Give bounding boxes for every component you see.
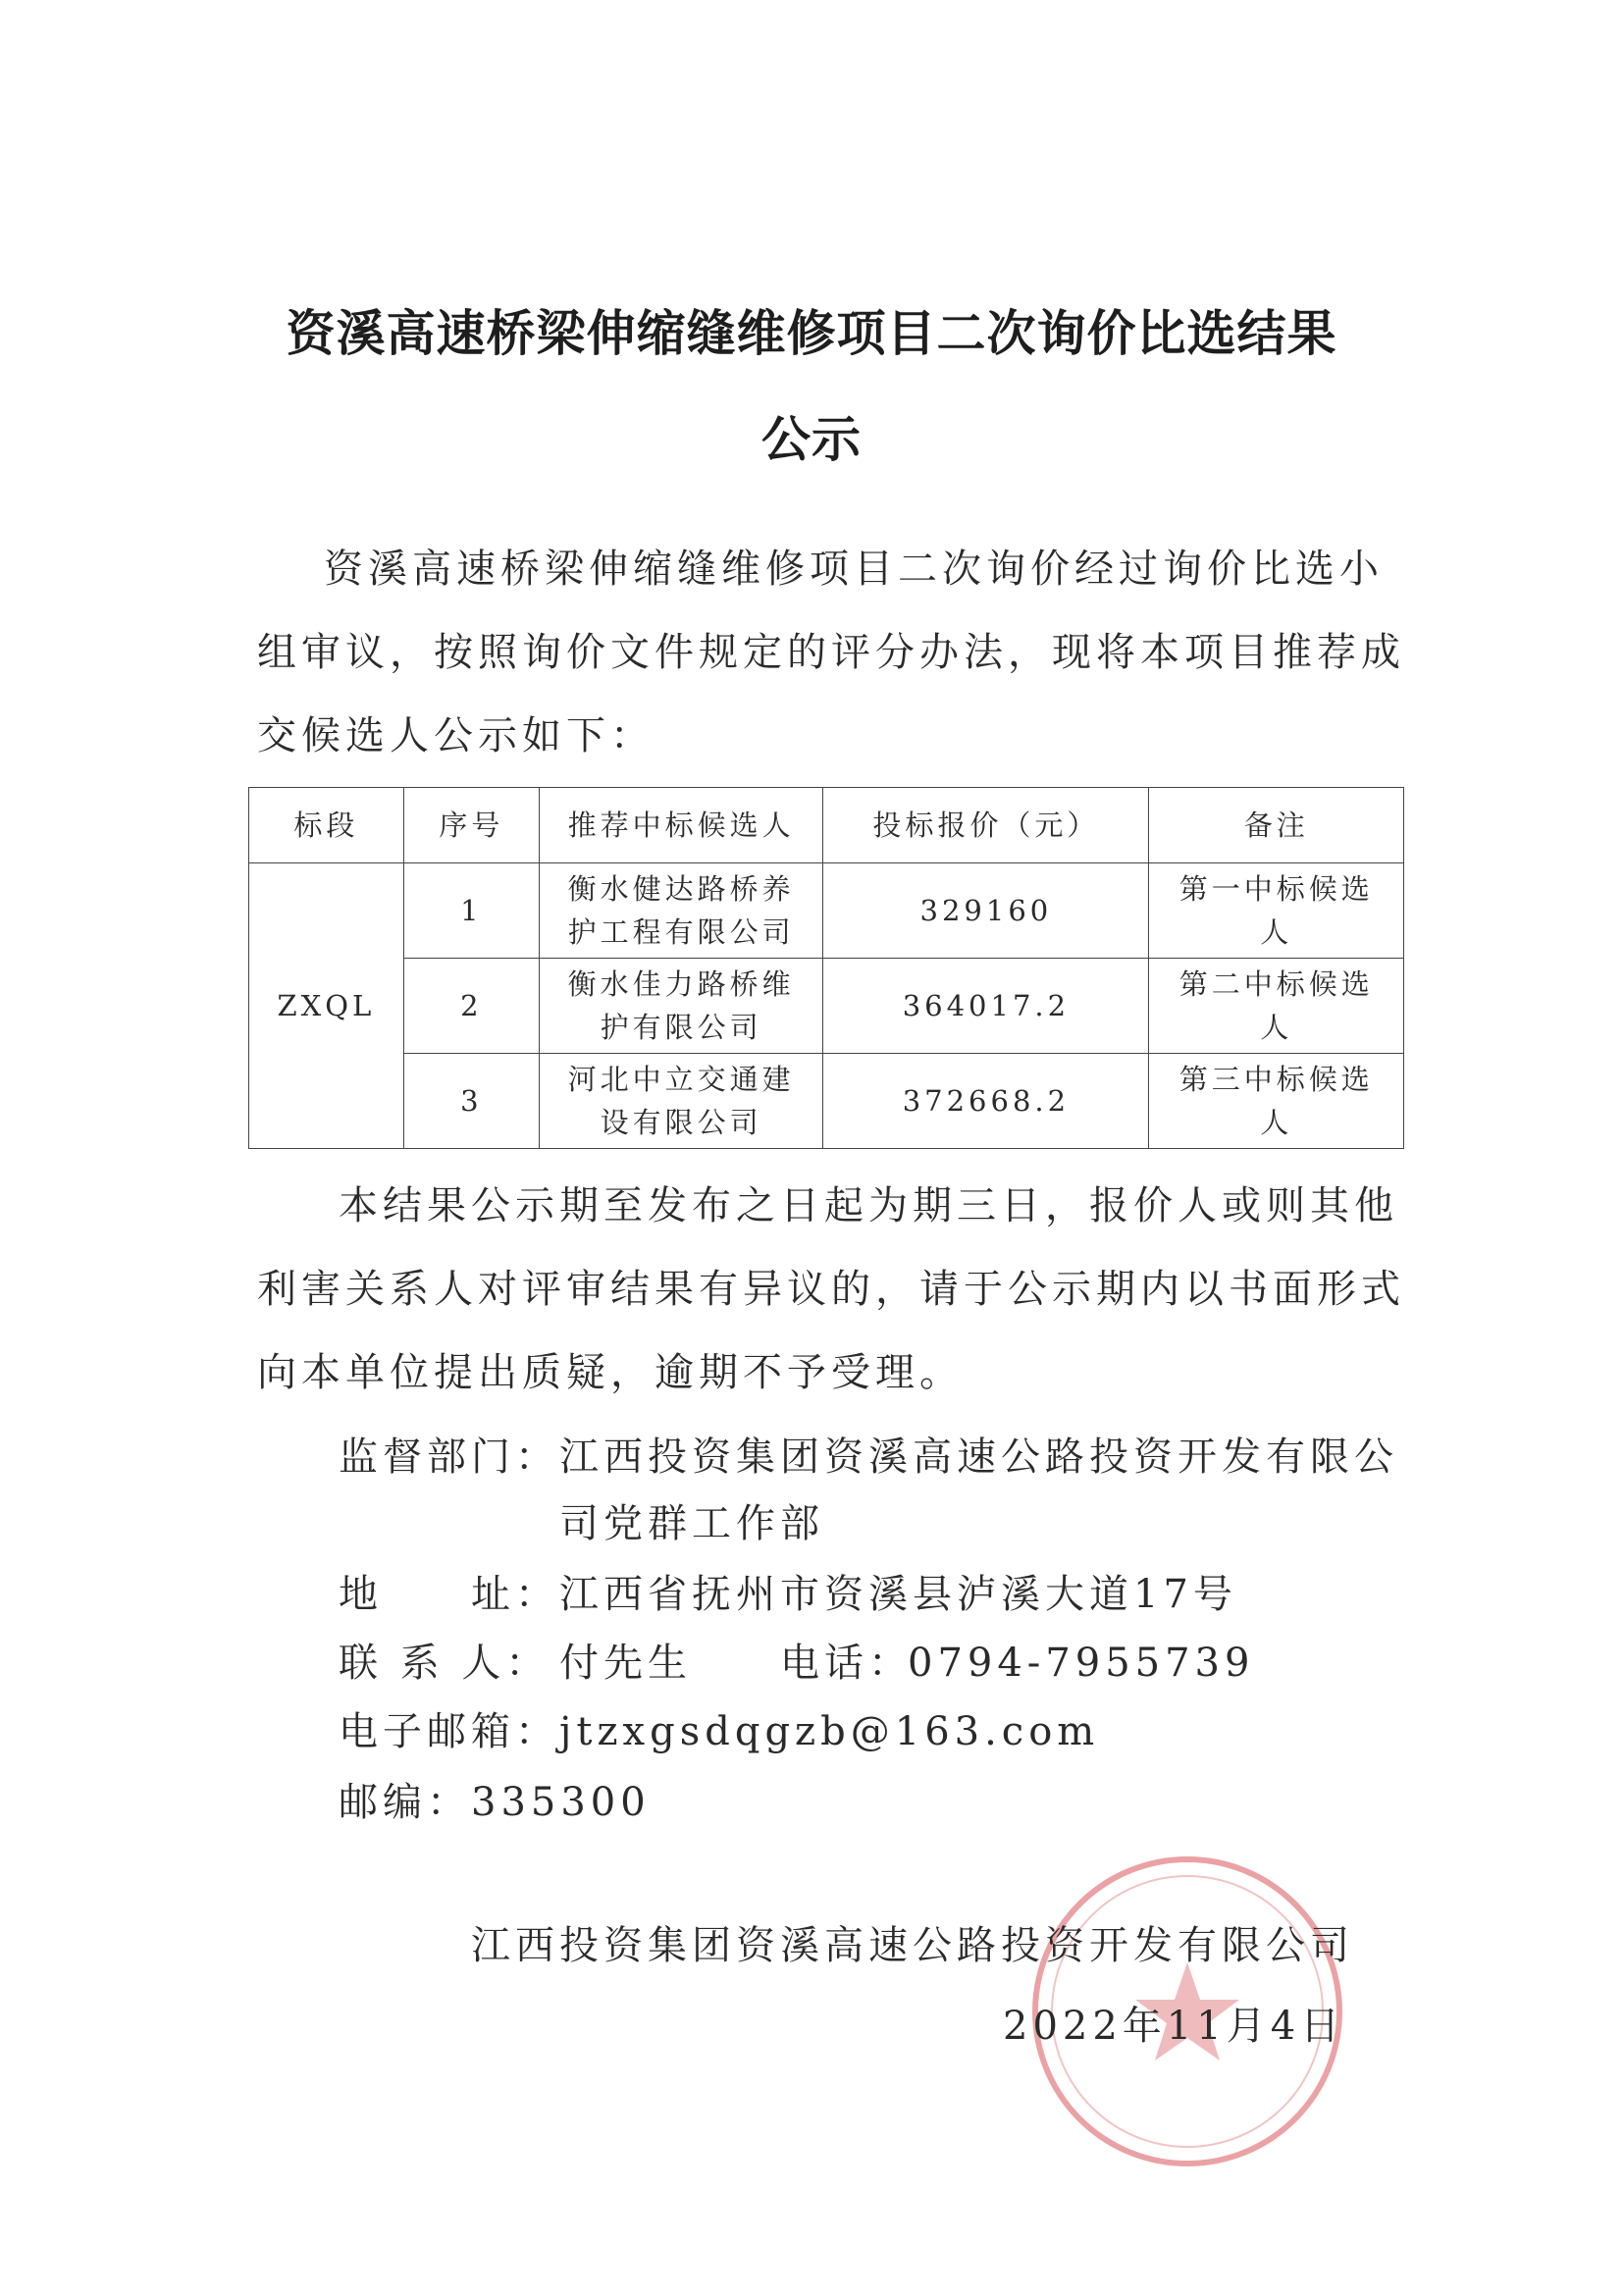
remark-line: 第一中标候选 [1178,872,1374,906]
header-index: 序号 [403,788,539,863]
header-price: 投标报价（元） [823,788,1149,863]
candidate-name-line: 护工程有限公司 [567,915,795,949]
table-header-row [249,788,1404,863]
candidate-name-line: 设有限公司 [600,1106,762,1139]
remark-line: 人 [1260,1106,1293,1139]
candidate-name-line: 衡水健达路桥养 [567,872,795,906]
table-row [249,1054,1404,1149]
email-label: 电子邮箱： [339,1709,559,1754]
supervisor-value-line-2: 司党群工作部 [559,1501,824,1546]
header-candidate: 推荐中标候选人 [540,788,823,863]
notice-line-2: 利害关系人对评审结果有异议的，请于公示期内以书面形式 [257,1267,1405,1312]
candidate-cell [540,863,823,959]
supervisor-label: 监督部门： [339,1435,559,1480]
phone-label: 电话： [780,1641,913,1686]
remark-cell [1149,959,1404,1054]
candidate-name-line: 衡水佳力路桥维 [567,967,795,1001]
index-cell: 3 [403,1054,539,1149]
price-cell: 364017.2 [823,959,1149,1054]
header-section: 标段 [249,788,404,863]
phone-value: 0794-7955739 [908,1641,1255,1686]
address-value: 江西省抚州市资溪县泸溪大道17号 [559,1572,1237,1617]
price-cell: 372668.2 [823,1054,1149,1149]
index-cell: 1 [403,863,539,959]
signature-organization: 江西投资集团资溪高速公路投资开发有限公司 [471,1923,1354,1968]
candidate-name-line: 护有限公司 [600,1011,762,1044]
remark-line: 人 [1260,915,1293,949]
email-value: jtzxgsdqgzb@163.com [559,1709,1100,1754]
notice-line-1: 本结果公示期至发布之日起为期三日，报价人或则其他 [339,1183,1398,1228]
postcode-value: 335300 [471,1780,651,1825]
intro-line-3: 交候选人公示如下： [257,713,654,758]
remark-cell [1149,1054,1404,1149]
candidate-cell [540,959,823,1054]
price-cell: 329160 [823,863,1149,959]
section-cell: ZXQL [249,863,404,1149]
header-remark: 备注 [1149,788,1404,863]
table-row [249,863,1404,959]
table-row [249,959,1404,1054]
address-label: 地 址： [339,1572,559,1617]
notice-line-3: 向本单位提出质疑，逾期不予受理。 [257,1350,964,1395]
candidate-name-line: 河北中立交通建 [567,1063,795,1096]
remark-cell [1149,863,1404,959]
index-cell: 2 [403,959,539,1054]
supervisor-value-line-1: 江西投资集团资溪高速公路投资开发有限公 [559,1435,1398,1480]
contact-person-label: 联 系 人： [339,1641,550,1686]
document-title-line-1: 资溪高速桥梁伸缩缝维修项目二次询价比选结果 [286,305,1337,362]
signature-date: 2022年11月4日 [1003,2004,1345,2049]
document-title-line-2: 公示 [761,411,862,468]
remark-line: 人 [1260,1011,1293,1044]
remark-line: 第二中标候选 [1178,967,1374,1001]
remark-line: 第三中标候选 [1178,1063,1374,1096]
contact-person-value: 付先生 [559,1641,692,1686]
candidates-table [248,787,1404,1149]
postcode-label: 邮编： [339,1780,471,1825]
intro-line-2: 组审议，按照询价文件规定的评分办法，现将本项目推荐成 [257,630,1405,675]
candidate-cell [540,1054,823,1149]
intro-line-1: 资溪高速桥梁伸缩缝维修项目二次询价经过询价比选小 [324,547,1384,592]
